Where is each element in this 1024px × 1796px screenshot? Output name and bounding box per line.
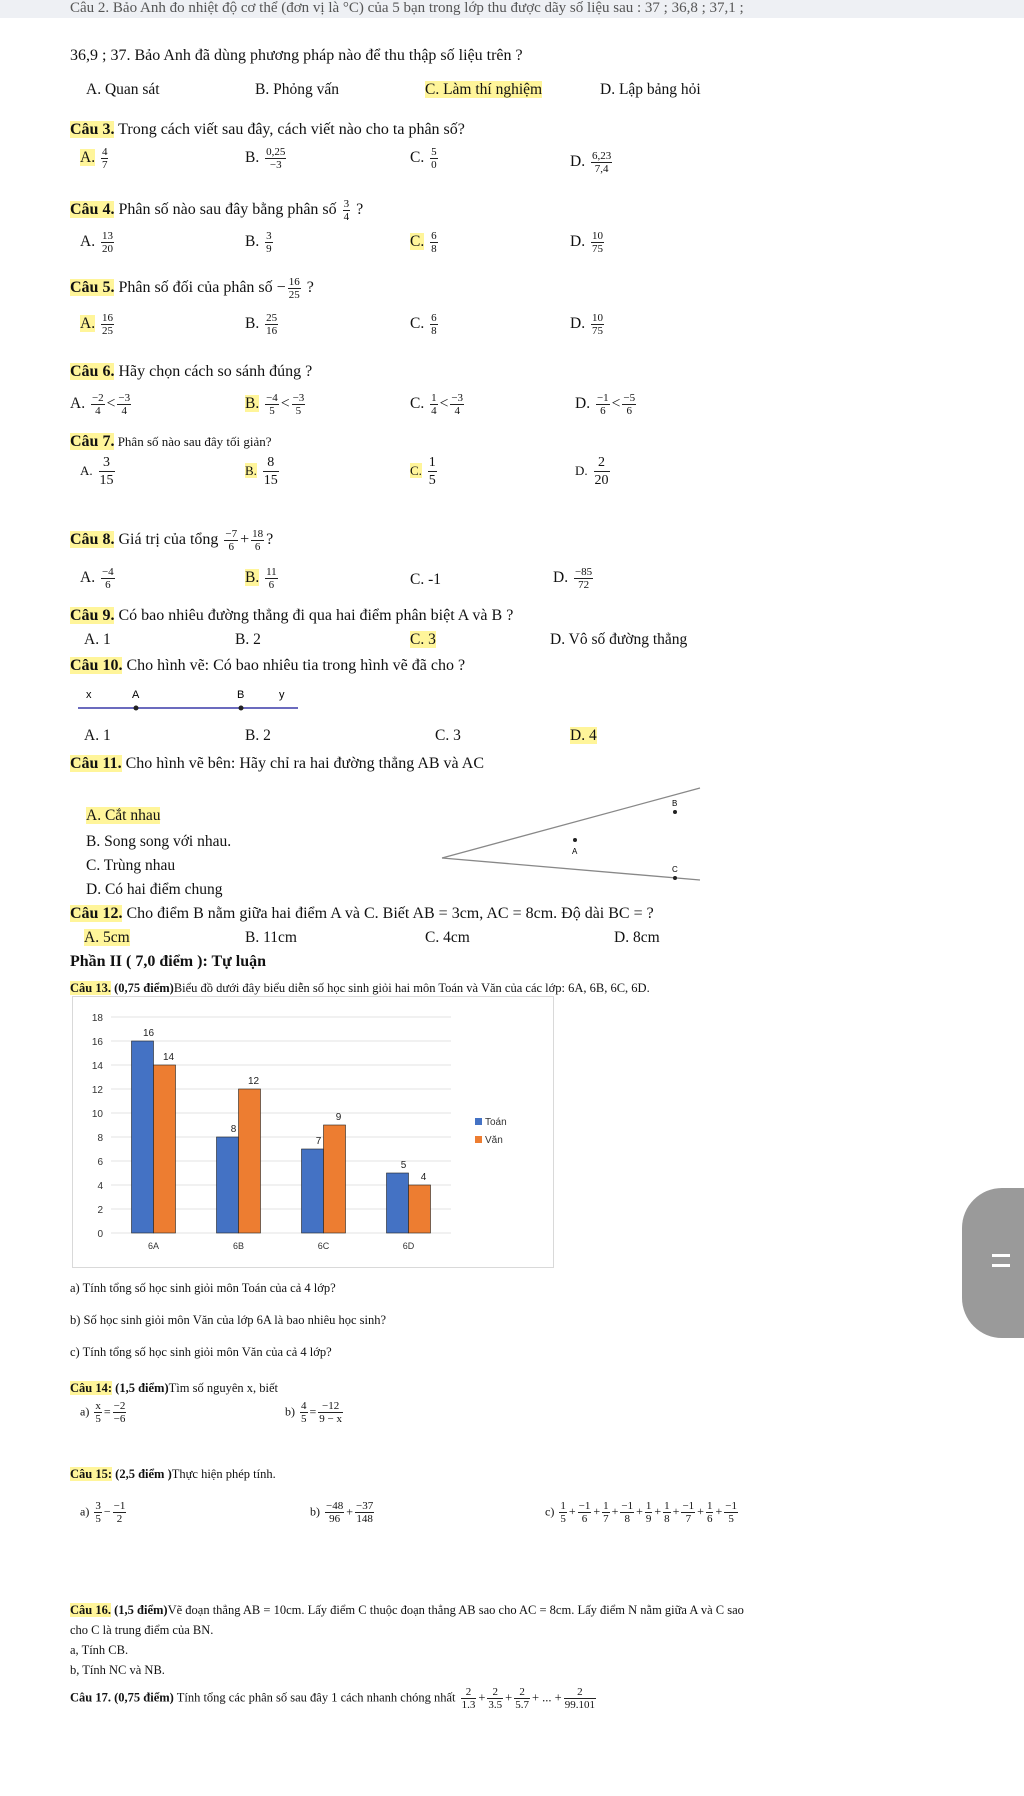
q7-opt-b: B. $\frac{8}{15}$ (245, 455, 278, 488)
q3-opt-c: C. $\frac{5}{0}$ (410, 146, 437, 171)
x-tick-label: 6B (232, 1241, 245, 1251)
q10-label-b: B (237, 689, 245, 701)
plus-sign: + (672, 1504, 680, 1519)
denominator: 6 (581, 1513, 588, 1525)
q9-opt-c: C. 3 (410, 631, 436, 648)
numerator: −1 (725, 1500, 737, 1512)
q8-opt-d: D. $\frac{-85}{72}$ (553, 566, 593, 591)
q11-figure (440, 782, 710, 892)
q8-opt-a: A. $\frac{-4}{6}$ (80, 566, 114, 591)
q15-text: Câu 15: (2,5 điểm )Thực hiện phép tính. (70, 1467, 276, 1481)
data-label: 5 (400, 1160, 407, 1171)
y-tick-label: 10 (91, 1109, 103, 1120)
denominator: 5 (728, 1513, 734, 1525)
q11-text: Câu 11. Cho hình vẽ bên: Hãy chỉ ra hai đường thẳng AB và AC (70, 755, 484, 772)
fraction-term (559, 1500, 567, 1525)
q2-opt-c: C. Làm thí nghiệm (425, 81, 543, 98)
numerator: −1 (621, 1500, 634, 1512)
numerator: 1 (603, 1500, 609, 1512)
plus-sign: + (697, 1504, 704, 1519)
q9-opt-b: B. 2 (235, 631, 261, 648)
q11-point-c (673, 876, 677, 880)
q7-opt-d: D. $\frac{2}{20}$ (575, 455, 609, 488)
legend-label: Văn (485, 1135, 503, 1146)
denominator: 8 (624, 1513, 630, 1525)
q5-opt-a: A. $\frac{16}{25}$ (80, 312, 113, 337)
fraction-term (663, 1500, 671, 1525)
q15-c: c) $\frac{1}{5}$ + $\frac{-1}{6}$ + $\frac{1}{7}$ + $\frac{-1}{8}$ + $\frac{1}{9}$ + $\frac{1}{8}$ + $\frac{-1}{7}$ + $\frac{1}{6}$ + $\frac{-1}{5}$ (545, 1500, 740, 1525)
q16-line2: cho C là trung điểm của BN. (70, 1623, 214, 1637)
plus-sign: + (715, 1504, 723, 1519)
data-label: 9 (335, 1112, 342, 1123)
bar-Toán-6B (217, 1137, 239, 1233)
q5-text: Câu 5. Phân số đối của phân số − $\frac{16}{25}$ ? (70, 276, 314, 301)
q12-opt-d: D. 8cm (614, 929, 660, 946)
q8-opt-c: C. -1 (410, 571, 442, 588)
q11-opt-d: D. Có hai điểm chung (86, 881, 223, 898)
q9-opt-a: A. 1 (84, 631, 111, 648)
q3-opt-a: A. $\frac{4}{7}$ (80, 146, 108, 171)
y-tick-label: 0 (97, 1229, 103, 1240)
numerator: 1 (664, 1500, 670, 1512)
q11-label-a: A (572, 847, 578, 856)
plus-sign: + (636, 1504, 643, 1519)
numerator: −1 (578, 1500, 591, 1512)
x-tick-label: 6C (317, 1241, 330, 1251)
q7-text: Câu 7. Phân số nào sau đây tối giản? (70, 433, 272, 450)
q10-label-x: x (86, 689, 92, 701)
data-label: 12 (247, 1076, 260, 1087)
q12-opt-a: A. 5cm (84, 929, 130, 946)
q10-point-b (239, 706, 244, 711)
side-scroll-tab[interactable] (962, 1188, 1024, 1338)
fraction-term (620, 1500, 634, 1525)
q10-opt-c: C. 3 (435, 727, 461, 744)
q8-opt-b: B. $\frac{11}{6}$ (245, 566, 277, 591)
denominator: 7 (685, 1513, 692, 1525)
part2-heading: Phần II ( 7,0 điểm ): Tự luận (70, 953, 267, 970)
cut-header: Câu 2. Bảo Anh đo nhiệt độ cơ thể (đơn vị là °C) của 5 bạn trong lớp thu được dãy số liệu sau : 37 ; 36,8 ; 37,1 ; (70, 0, 744, 16)
q10-opt-d: D. 4 (570, 727, 597, 744)
y-tick-label: 6 (97, 1157, 103, 1168)
q2-opt-d: D. Lập bảng hỏi (600, 81, 701, 98)
bar-Văn-6A (154, 1065, 176, 1233)
fraction-term (578, 1500, 592, 1525)
q11-line-ac (442, 858, 700, 880)
q11-label-b: B (672, 799, 678, 808)
q4-opt-d: D. $\frac{10}{75}$ (570, 230, 603, 255)
denominator: 9 (645, 1513, 652, 1525)
q5-opt-c: C. $\frac{6}{8}$ (410, 312, 437, 337)
q7-opt-a: A. $\frac{3}{15}$ (80, 455, 114, 488)
q2-opt-b: B. Phỏng vấn (255, 81, 339, 98)
q9-opt-d: D. Vô số đường thẳng (550, 631, 688, 648)
q16-a: a, Tính CB. (70, 1643, 129, 1657)
q13-item-b: b) Số học sinh giỏi môn Văn của lớp 6A là bao nhiêu học sinh? (70, 1313, 387, 1327)
data-label: 4 (420, 1172, 427, 1183)
q11-point-b (673, 810, 677, 814)
plus-sign: + (568, 1504, 576, 1519)
fraction-term (645, 1500, 653, 1525)
denominator: 8 (664, 1513, 670, 1525)
q4-text: Câu 4. Phân số nào sau đây bằng phân số $\frac{3}{4}$ ? (70, 198, 364, 223)
q3-text: Câu 3. Trong cách viết sau đây, cách viết nào cho ta phân số? (70, 121, 465, 138)
bar-Toán-6C (302, 1149, 324, 1233)
bar-Toán-6A (132, 1041, 154, 1233)
q11-opt-a: A. Cắt nhau (86, 807, 161, 824)
x-tick-label: 6A (147, 1241, 160, 1251)
q8-text: Câu 8. Giá trị của tổng $\frac{-7}{6}$ + $\frac{18}{6}$ ? (70, 528, 274, 553)
denominator: 5 (560, 1513, 566, 1525)
bar-Toán-6D (387, 1173, 409, 1233)
plus-sign: + (611, 1504, 619, 1519)
q4-opt-b: B. $\frac{3}{9}$ (245, 230, 272, 255)
fraction-term (724, 1500, 738, 1525)
plus-sign: + (593, 1504, 601, 1519)
q14-b: b) $\frac{4}{5}$ = $\frac{-12}{9 - x}$ (285, 1400, 342, 1425)
numerator: 1 (706, 1500, 713, 1512)
q11-label-c: C (672, 865, 678, 874)
numerator: 1 (645, 1500, 652, 1512)
q9-text: Câu 9. Có bao nhiêu đường thẳng đi qua hai điểm phân biệt A và B ? (70, 607, 514, 624)
y-tick-label: 16 (91, 1037, 103, 1048)
bar-Văn-6D (409, 1185, 431, 1233)
q16-text: Câu 16. (1,5 điểm)Vẽ đoạn thẳng AB = 10cm. Lấy điểm C thuộc đoạn thẳng AB sao cho AC = 8cm. Lấy điểm N nằm giữa A và C sao (70, 1603, 744, 1617)
chart-legend (475, 1117, 507, 1146)
q10-opt-b: B. 2 (245, 727, 271, 744)
q11-opt-c: C. Trùng nhau (86, 857, 176, 874)
q10-opt-a: A. 1 (84, 727, 111, 744)
q6-opt-c: C. $\frac{1}{4}$ < $\frac{-3}{4}$ (410, 392, 464, 417)
q10-figure (76, 684, 306, 718)
plus-sign: + (654, 1504, 662, 1519)
legend-label: Toán (485, 1117, 507, 1128)
denominator: 6 (706, 1513, 713, 1525)
numerator: −1 (682, 1500, 695, 1512)
q6-opt-b: B. $\frac{-4}{5}$ < $\frac{-3}{5}$ (245, 392, 305, 417)
fraction-term (681, 1500, 695, 1525)
bar-Văn-6B (239, 1089, 261, 1233)
q3-opt-b: B. $\frac{0,25}{-3}$ (245, 146, 286, 171)
y-tick-label: 18 (91, 1013, 103, 1024)
q10-label-y: y (279, 689, 285, 701)
q11-point-a (573, 838, 577, 842)
legend-swatch (475, 1118, 482, 1125)
q12-opt-c: C. 4cm (425, 929, 470, 946)
q15-b: b) $\frac{-48}{96}$ + $\frac{-37}{148}$ (310, 1500, 374, 1525)
bar-chart (72, 996, 554, 1268)
data-label: 14 (162, 1052, 175, 1063)
y-tick-label: 14 (91, 1061, 103, 1072)
y-tick-label: 4 (97, 1181, 103, 1192)
q15-a: a) $\frac{3}{5}$ − $\frac{-1}{2}$ (80, 1500, 126, 1525)
data-label: 8 (230, 1124, 237, 1135)
q13-text: Câu 13. (0,75 điểm)Biểu đồ dưới đây biểu diễn số học sinh giỏi hai môn Toán và Văn của các lớp: 6A, 6B, 6C, 6D. (70, 981, 650, 995)
q14-a: a) $\frac{x}{5}$ = $\frac{-2}{-6}$ (80, 1400, 126, 1425)
q6-text: Câu 6. Hãy chọn cách so sánh đúng ? (70, 363, 313, 380)
side-tab-line (992, 1264, 1010, 1267)
q5-opt-b: B. $\frac{25}{16}$ (245, 312, 278, 337)
q4-opt-c: C. $\frac{6}{8}$ (410, 230, 437, 255)
q15-c-terms (557, 1500, 740, 1525)
q13-item-c: c) Tính tổng số học sinh giỏi môn Văn của cả 4 lớp? (70, 1345, 332, 1359)
data-label: 16 (142, 1028, 155, 1039)
q6-opt-a: A. $\frac{-2}{4}$ < $\frac{-3}{4}$ (70, 392, 131, 417)
q6-opt-d: D. $\frac{-1}{6}$ < $\frac{-5}{6}$ (575, 392, 636, 417)
q5-opt-d: D. $\frac{10}{75}$ (570, 312, 603, 337)
numerator: 1 (560, 1500, 566, 1512)
bar-Văn-6C (324, 1125, 346, 1233)
q17-text: Câu 17. (0,75 điểm) Tính tổng các phân số sau đây 1 cách nhanh chóng nhất $\frac{2}{1.3}$ + $\frac{2}{3.5}$ + $\frac{2}{5.7}$ + ... + $\frac{2}{99.101}$ (70, 1686, 595, 1711)
q3-opt-d: D. $\frac{6,23}{7,4}$ (570, 150, 612, 175)
y-tick-label: 12 (91, 1085, 103, 1096)
data-label: 7 (315, 1136, 322, 1147)
q10-label-a: A (132, 689, 140, 701)
q11-opt-b: B. Song song với nhau. (86, 833, 232, 850)
q10-text: Câu 10. Cho hình vẽ: Có bao nhiêu tia trong hình vẽ đã cho ? (70, 657, 466, 674)
y-tick-label: 2 (97, 1205, 103, 1216)
q12-opt-b: B. 11cm (245, 929, 297, 946)
q14-text: Câu 14: (1,5 điểm)Tìm số nguyên x, biết (70, 1381, 278, 1395)
q11-line-ab (442, 788, 700, 858)
legend-swatch (475, 1136, 482, 1143)
q2-line2: 36,9 ; 37. Bảo Anh đã dùng phương pháp nào để thu thập số liệu trên ? (70, 47, 523, 64)
fraction-term (602, 1500, 610, 1525)
q13-item-a: a) Tính tổng số học sinh giỏi môn Toán của cả 4 lớp? (70, 1281, 336, 1295)
q2-opt-a: A. Quan sát (86, 81, 160, 98)
fraction-term (706, 1500, 714, 1525)
q4-opt-a: A. $\frac{13}{20}$ (80, 230, 113, 255)
q7-opt-c: C. $\frac{1}{5}$ (410, 455, 436, 488)
q12-text: Câu 12. Cho điểm B nằm giữa hai điểm A và C. Biết AB = 3cm, AC = 8cm. Độ dài BC = ? (70, 905, 654, 922)
q16-b: b, Tính NC và NB. (70, 1663, 165, 1677)
denominator: 7 (603, 1513, 609, 1525)
side-tab-line (992, 1254, 1010, 1257)
q10-point-a (134, 706, 139, 711)
y-tick-label: 8 (97, 1133, 103, 1144)
x-tick-label: 6D (402, 1241, 415, 1251)
